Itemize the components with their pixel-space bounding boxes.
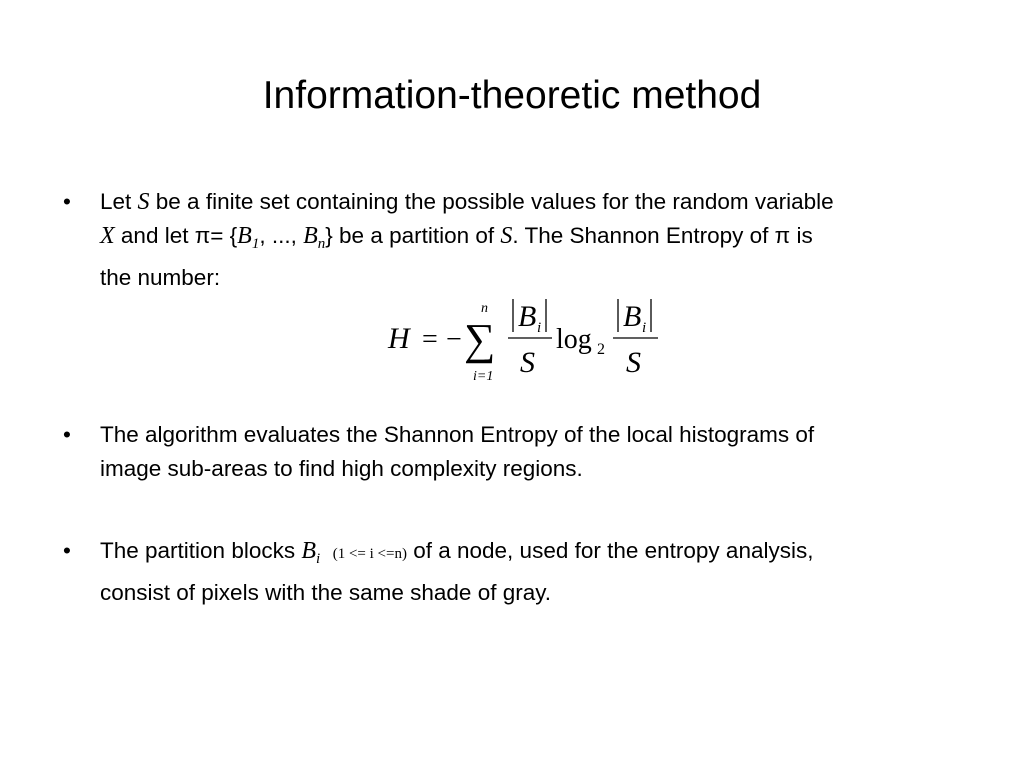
bullet-1-text [100,185,960,295]
bullet-marker: • [63,422,71,447]
formula-minus: − [446,324,462,355]
text-segment: and let π= { [114,223,238,248]
bullet-3-line-2: consist of pixels with the same shade of gray. [100,580,552,605]
formula-sigma: ∑ [464,315,496,364]
text-segment: of a node, used for the entropy analysis, [406,538,814,563]
bullet-marker: • [63,189,71,214]
text-segment: . The Shannon Entropy of π is [512,223,813,248]
math-variable-b1: B [237,223,252,249]
math-variable-bn: B [303,223,318,249]
text-segment: The partition blocks [100,538,302,563]
entropy-formula [380,292,670,393]
math-variable-x: X [100,223,115,249]
bullet-2-line-1: The algorithm evaluates the Shannon Entropy of the local histograms of [100,422,815,447]
bullet-1-line-3: the number: [100,265,221,290]
formula-numerator-b: B [623,300,642,333]
text-segment: Let [100,189,138,214]
entropy-formula-svg [380,292,670,388]
bullet-marker: • [63,538,71,563]
bullet-3 [60,534,960,610]
math-subscript: n [317,236,326,252]
text-segment: } be a partition of [325,223,501,248]
text-segment: be a finite set containing the possible values for the random variable [149,189,834,214]
formula-h: H [388,322,410,355]
math-variable-bi: B [301,538,317,564]
text-segment: , ..., [259,223,304,248]
bullet-1-line-1 [100,185,960,219]
math-subscript: 1 [251,236,260,252]
bullet-3-line-1 [100,534,960,576]
bullet-3-text [100,534,960,610]
math-variable-s: S [500,223,513,249]
formula-log: log [556,324,592,355]
bullet-1 [60,185,960,295]
formula-numerator-sub: i [537,320,542,336]
formula-log-base: 2 [597,341,605,358]
bullet-2-text [100,418,960,486]
formula-equals: = [422,324,438,355]
bullet-2 [60,418,960,486]
index-range: (1 <= i <=n) [332,546,407,562]
math-variable-s: S [137,189,150,215]
formula-numerator-b: B [518,300,537,333]
bullet-2-line-2: image sub-areas to find high complexity regions. [100,456,583,481]
formula-sum-upper: n [481,301,488,316]
formula-sum-lower: i=1 [473,369,494,384]
bullet-1-line-2 [100,219,960,261]
formula-denominator-s: S [520,346,535,379]
formula-numerator-sub: i [642,320,647,336]
math-subscript: i [316,551,321,567]
formula-denominator-s: S [626,346,641,379]
slide-title: Information-theoretic method [262,74,762,117]
